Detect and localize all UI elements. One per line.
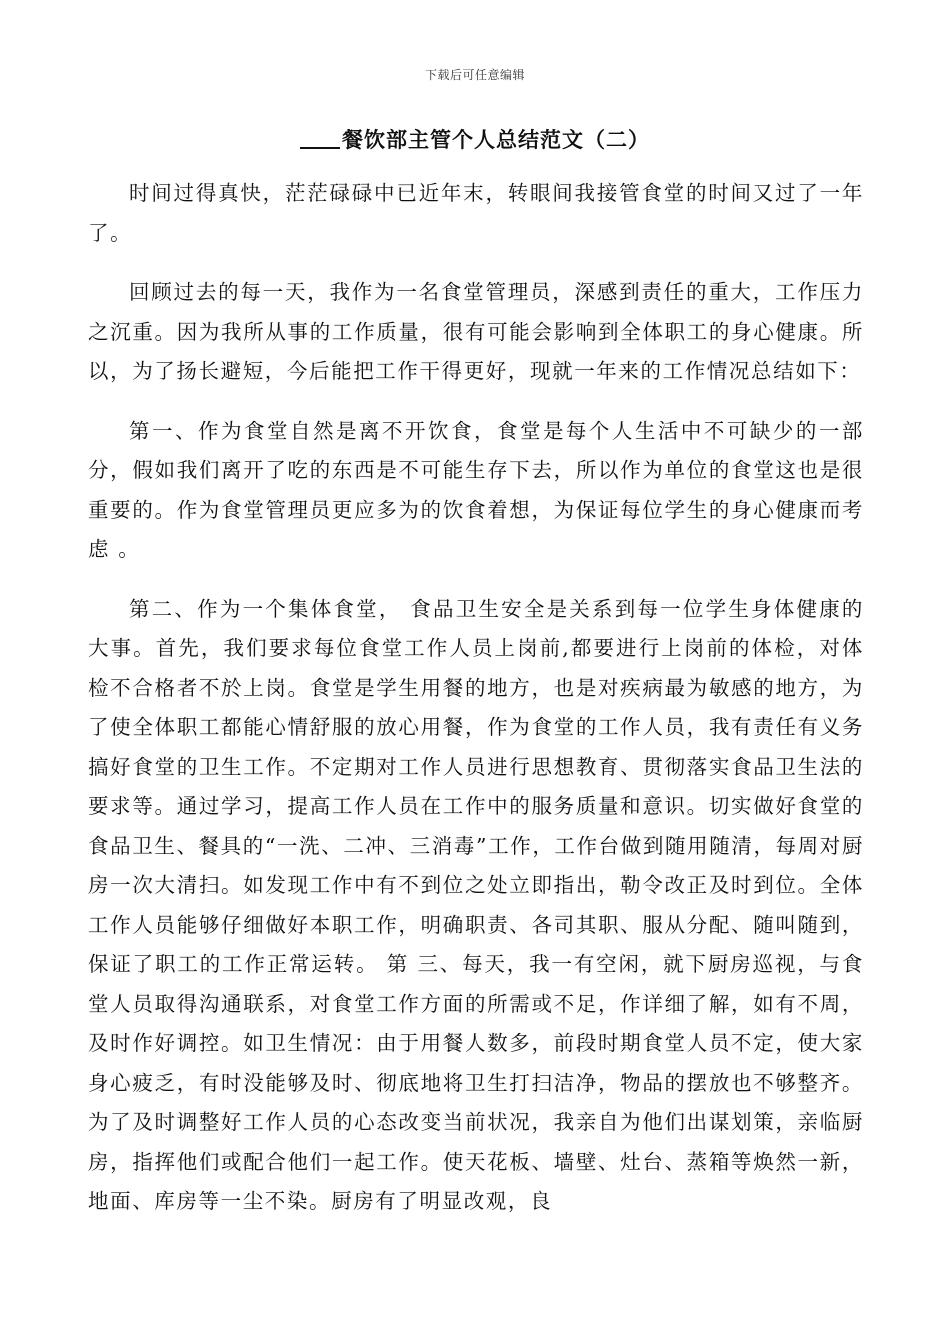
title-blank-underline: [300, 129, 340, 149]
paragraph-2: 回顾过去的每一天，我作为一名食堂管理员，深感到责任的重大，工作压力之沉重。因为我所从事的工作质量，很有可能会影响到全体职工的身心健康。所以，为了扬长避短，今后能把工作干得更好，现就一年来的工作情况总结如下：: [88, 280, 864, 383]
paragraph-1: 时间过得真快，茫茫碌碌中已近年末，转眼间我接管食堂的时间又过了一年了。: [88, 181, 864, 245]
document-body: [88, 174, 864, 1242]
document-title: [0, 124, 950, 154]
document-title-text: 餐饮部主管个人总结范文（二）: [342, 127, 650, 152]
paragraph-3: 第一、作为食堂自然是离不开饮食，食堂是每个人生活中不可缺少的一部分，假如我们离开了吃的东西是不可能生存下去，所以作为单位的食堂这也是很重要的。作为食堂管理员更应多为的饮食着想，为保证每位学生的身心健康而考虑 。: [88, 418, 864, 561]
paragraph-4: 第二、作为一个集体食堂， 食品卫生安全是关系到每一位学生身体健康的大事。首先，我们要求每位食堂工作人员上岗前,都要进行上岗前的体检，对体检不合格者不於上岗。食堂是学生用餐的地方，也是对疾病最为敏感的地方，为了使全体职工都能心情舒服的放心用餐，作为食堂的工作人员，我有责任有义务搞好食堂的卫生工作。不定期对工作人员进行思想教育、贯彻落实食品卫生法的要求等。通过学习，提高工作人员在工作中的服务质量和意识。切实做好食堂的食品卫生、餐具的“一洗、二冲、三消毒”工作，工作台做到随用随清，每周对厨房一次大清扫。如发现工作中有不到位之处立即指出，勒令改正及时到位。全体工作人员能够仔细做好本职工作，明确职责、各司其职、服从分配、随叫随到，保证了职工的工作正常运转。 第 三、每天，我一有空闲，就下厨房巡视，与食堂人员取得沟通联系，对食堂工作方面的所需或不足，作详细了解，如有不周，及时作好调控。如卫生情况：由于用餐人数多，前段时期食堂人员不定，使大家身心疲乏，有时没能够及时、彻底地将卫生打扫洁净，物品的摆放也不够整齐。为了及时调整好工作人员的心态改变当前状况，我亲自为他们出谋划策，亲临厨房，指挥他们或配合他们一起工作。使天花板、墙壁、灶台、蒸箱等焕然一新，地面、库房等一尘不染。厨房有了明显改观，良: [88, 596, 864, 1213]
header-note: 下载后可任意编辑: [424, 68, 525, 82]
